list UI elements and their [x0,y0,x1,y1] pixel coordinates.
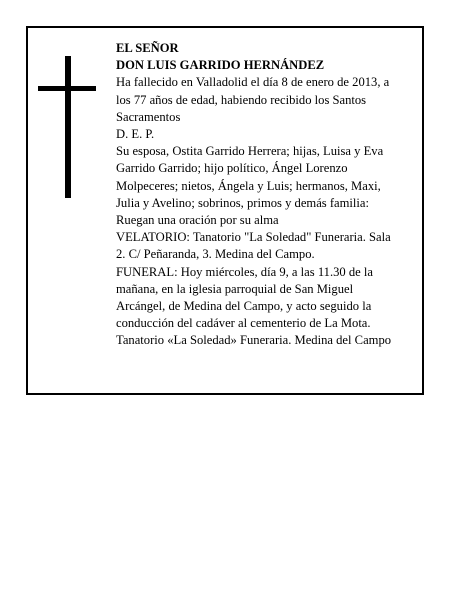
body-line: Su esposa, Ostita Garrido Herrera; hijas, Luisa y Eva [116,144,384,159]
body-line: Arcángel, de Medina del Campo, y acto seguido la [116,299,372,314]
cross-vertical-bar [65,56,71,198]
body-line: los 77 años de edad, habiendo recibido los Santos [116,92,367,107]
body-line: Sacramentos [116,109,181,124]
body-line: D. E. P. [116,127,155,142]
cross-horizontal-bar [38,86,96,91]
body-line: conducción del cadáver al cementerio de La Mota. [116,316,371,331]
cross-icon [38,56,96,198]
body-line: VELATORIO: Tanatorio "La Soledad" Funeraria. Sala [116,230,391,245]
body-line: Ha fallecido en Valladolid el día 8 de enero de 2013, a [116,75,390,90]
obituary-notice [26,26,424,395]
body-line: Julia y Avelino; sobrinos, primos y demás familia: [116,195,370,210]
body-line: Ruegan una oración por su alma [116,213,279,228]
deceased-name: DON LUIS GARRIDO HERNÁNDEZ [116,58,325,73]
body-line: FUNERAL: Hoy miércoles, día 9, a las 11.30 de la [116,264,373,279]
body-line: mañana, en la iglesia parroquial de San Miguel [116,281,354,296]
heading-title: EL SEÑOR [116,41,179,55]
body-line: Tanatorio «La Soledad» Funeraria. Medina del Campo [116,333,392,348]
body-line: Molpeceres; nietos, Ángela y Luis; hermanos, Maxi, [116,178,381,193]
body-line: 2. C/ Peñaranda, 3. Medina del Campo. [116,247,315,262]
obituary-text [116,40,422,350]
body-line: Garrido Garrido; hijo político, Ángel Lorenzo [116,161,348,176]
